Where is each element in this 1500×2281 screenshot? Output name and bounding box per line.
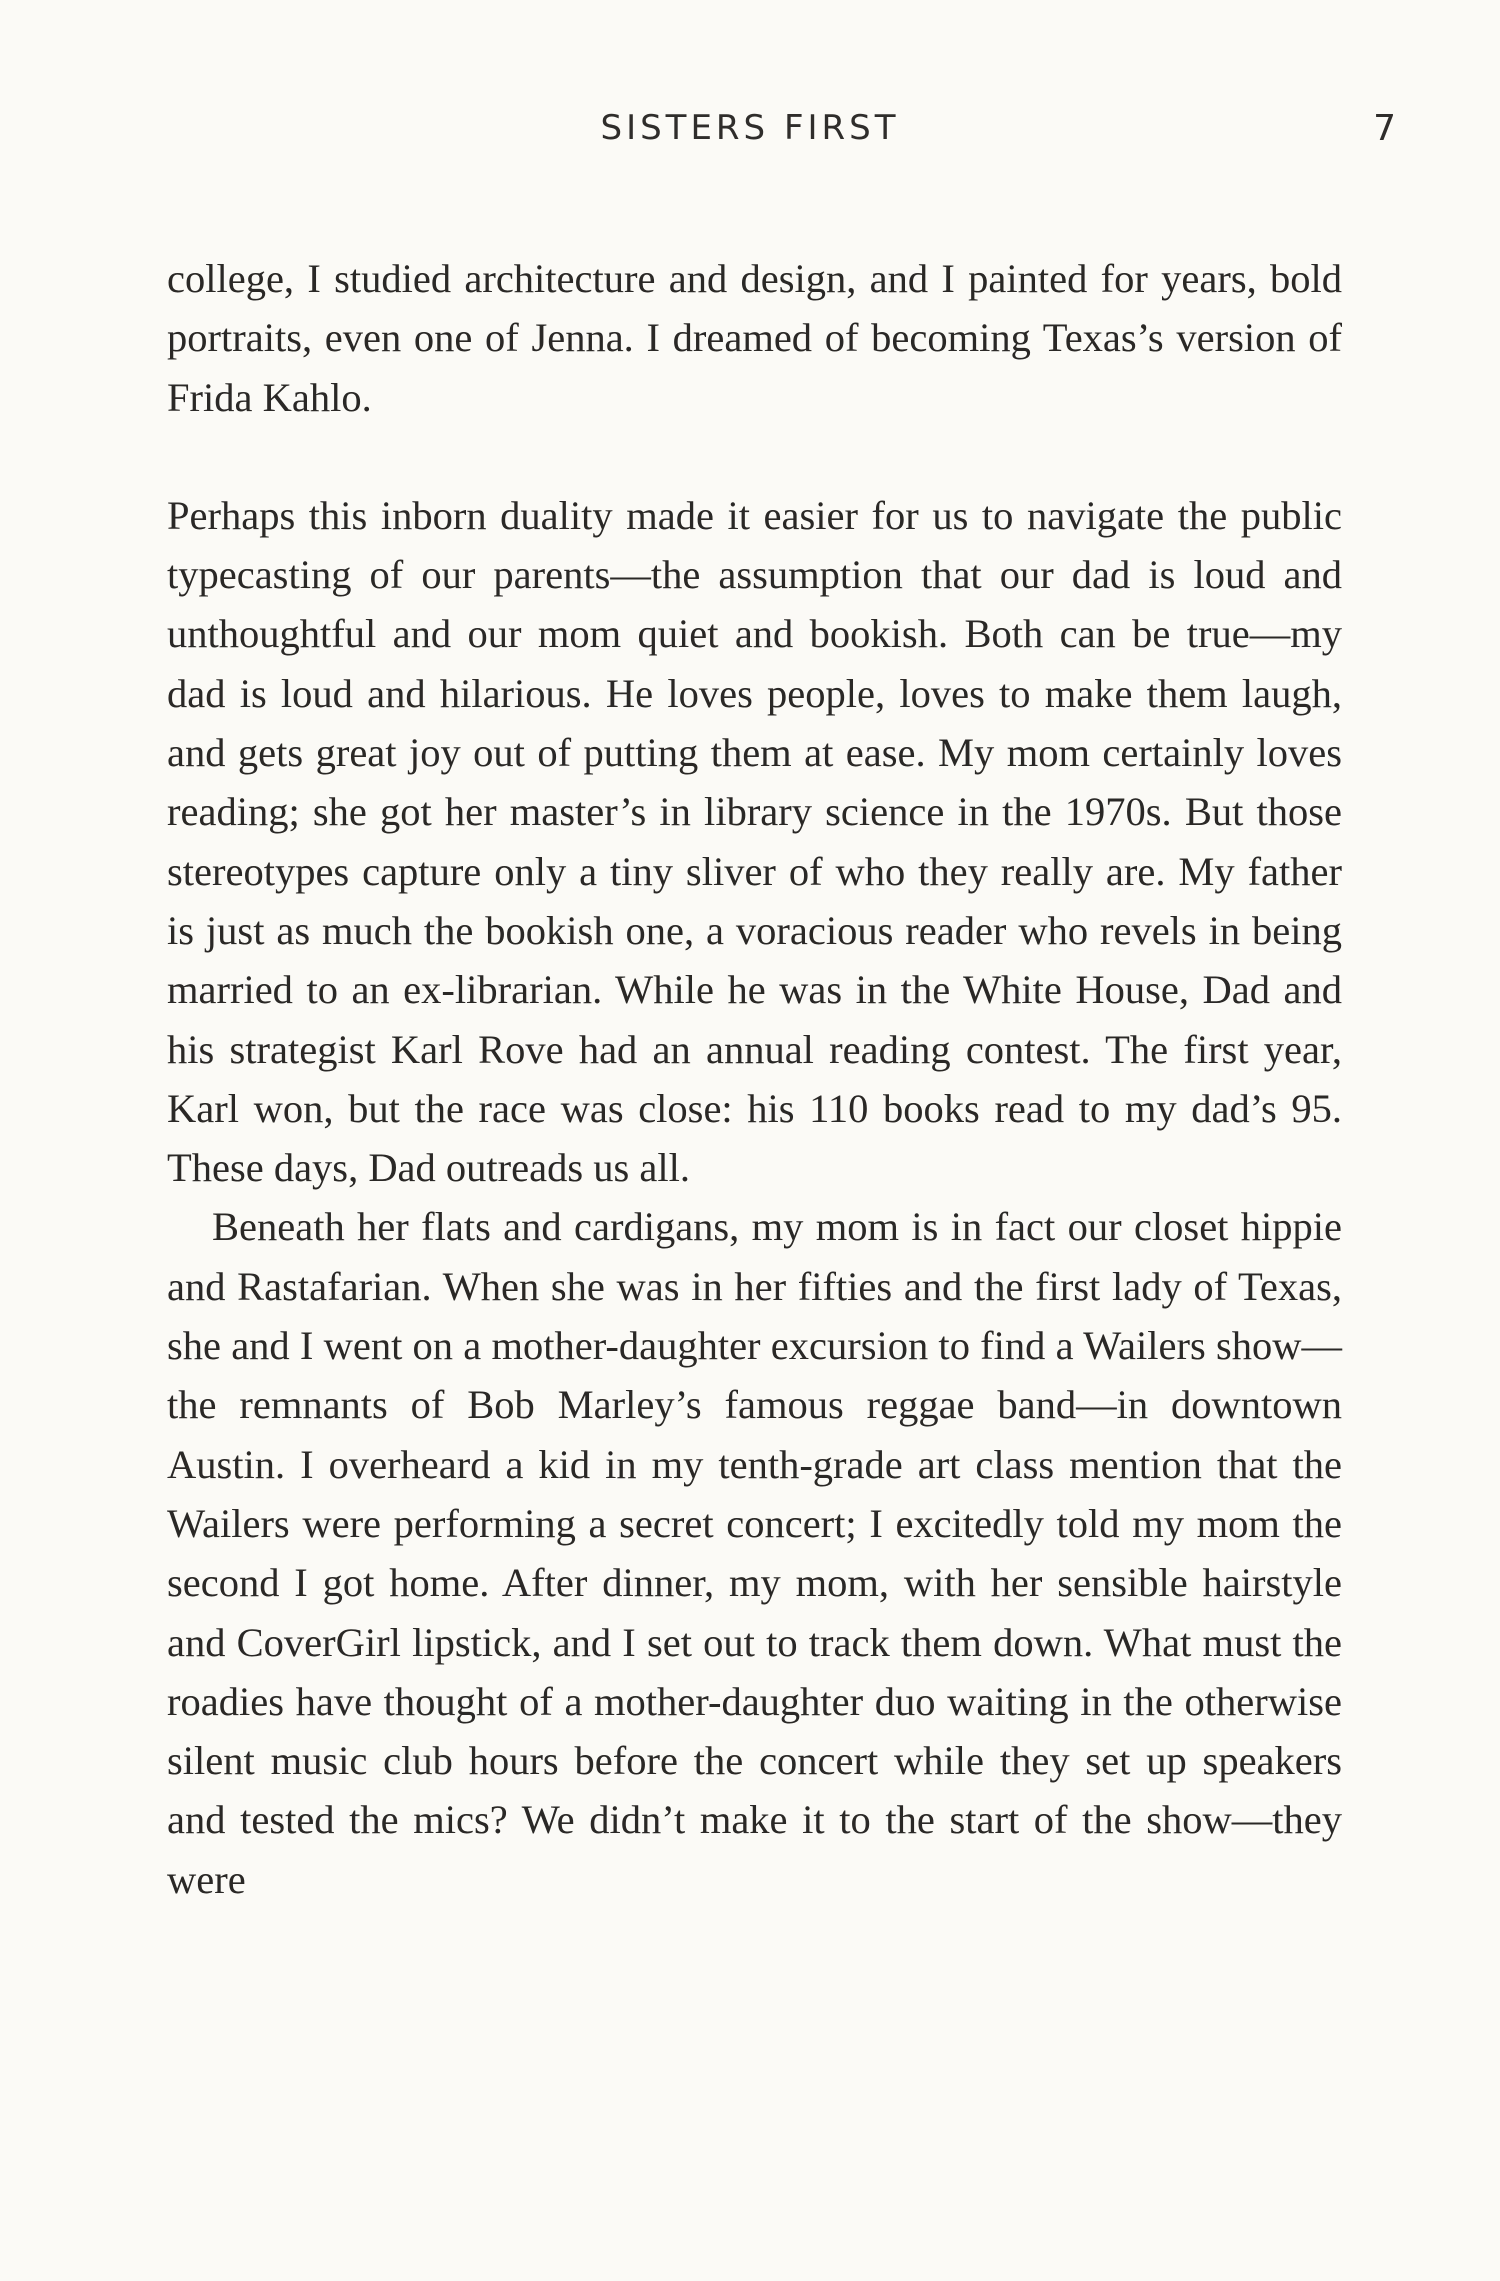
- paragraph: Beneath her flats and cardigans, my mom is in fact our closet hippie and Rastafarian. When she was in her fifties and the first lady of Texas, she and I went on a mother-daughter excursion to find a Wailers show—the remnants of Bob Marley’s famous reggae band—in downtown Austin. I overheard a kid in my tenth-grade art class mention that the Wailers were performing a secret concert; I excitedly told my mom the second I got home. After dinner, my mom, with her sensible hairstyle and CoverGirl lipstick, and I set out to track them down. What must the roadies have thought of a mother-daughter duo waiting in the otherwise silent music club hours before the concert while they set up speakers and tested the mics? We didn’t make it to the start of the show—they were: [167, 1204, 1342, 1902]
- body-text: [167, 249, 1342, 1909]
- running-head: [0, 108, 1500, 158]
- paragraph-continuation: college, I studied architecture and design, and I painted for years, bold portraits, even one of Jenna. I dreamed of becoming Texas’s version of Frida Kahlo.: [167, 256, 1342, 420]
- running-title: SISTERS FIRST: [600, 108, 900, 148]
- paragraph-section-start: Perhaps this inborn duality made it easier for us to navigate the public typecasting of our parents—the assumption that our dad is loud and unthoughtful and our mom quiet and bookish. Both can be true—my dad is loud and hilarious. He loves people, loves to make them laugh, and gets great joy out of putting them at ease. My mom certainly loves reading; she got her master’s in library science in the 1970s. But those stereotypes capture only a tiny sliver of who they really are. My father is just as much the bookish one, a voracious reader who revels in being married to an ex-librarian. While he was in the White House, Dad and his strategist Karl Rove had an annual reading contest. The first year, Karl won, but the race was close: his 110 books read to my dad’s 95. These days, Dad outreads us all.: [167, 492, 1342, 1191]
- page-number: 7: [1373, 108, 1396, 149]
